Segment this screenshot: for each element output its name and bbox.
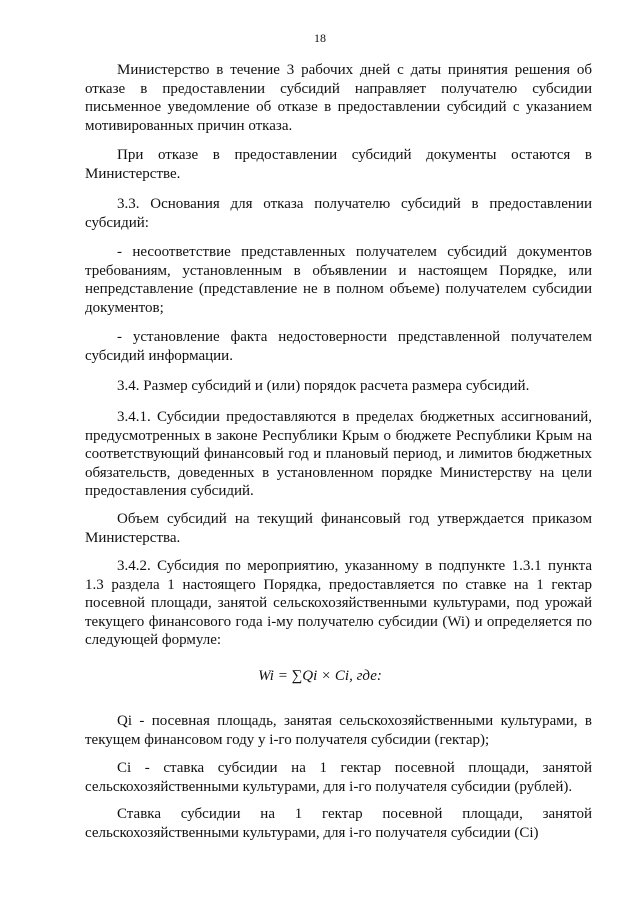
paragraph-3-4-2: 3.4.2. Субсидия по мероприятию, указанному в подпункте 1.3.1 пункта 1.3 раздела 1 настоящего Порядка, предоставляется по ставке на 1 гектар посевной площади, занятой сельскохозяйственными культурами, под урожай текущего финансового года i-му получателю субсидии (Wi) и определяется по следующей формуле:: [85, 558, 592, 648]
paragraph-3-4: 3.4. Размер субсидий и (или) порядок расчета размера субсидий.: [117, 378, 530, 394]
paragraph-3-4-1: 3.4.1. Субсидии предоставляются в пределах бюджетных ассигнований, предусмотренных в законе Республики Крым о бюджете Республики Крым на соответствующий финансовый год и плановый период, и лимитов бюджетных обязательств, доведенных в установленном порядке Министерству на цели предоставления субсидий.: [85, 409, 592, 499]
page-number: 18: [314, 31, 326, 45]
paragraph-qi-definition: Qi - посевная площадь, занятая сельскохозяйственными культурами, в текущем финансовом году у i-го получателя субсидии (гектар);: [85, 713, 592, 748]
subsidy-formula: Wi = ∑Qi × Ci, где:: [258, 668, 382, 684]
paragraph-refusal-notice: Министерство в течение 3 рабочих дней с даты принятия решения об отказе в предоставлении субсидий направляет получателю субсидии письменное уведомление об отказе в предоставлении субсидий с указанием мотивированных причин отказа.: [85, 62, 592, 134]
paragraph-rate-definition: Ставка субсидии на 1 гектар посевной площади, занятой сельскохозяйственными культурами, для i-го получателя субсидии (Ci): [85, 806, 592, 841]
paragraph-ci-definition: Ci - ставка субсидии на 1 гектар посевной площади, занятой сельскохозяйственными культурами, для i-го получателя субсидии (рублей).: [85, 760, 592, 795]
paragraph-mismatch-item: - несоответствие представленных получателем субсидий документов требованиям, установленным в объявлении и настоящем Порядке, или непредставление (представление не в полном объеме) получателем субсидии документов;: [85, 244, 592, 316]
paragraph-subsidy-volume: Объем субсидий на текущий финансовый год утверждается приказом Министерства.: [85, 511, 592, 546]
paragraph-unreliable-info-item: - установление факта недостоверности представленной получателем субсидий информации.: [85, 329, 592, 364]
paragraph-3-3: 3.3. Основания для отказа получателю субсидий в предоставлении субсидий:: [85, 196, 592, 231]
paragraph-documents-remain: При отказе в предоставлении субсидий документы остаются в Министерстве.: [85, 147, 592, 182]
